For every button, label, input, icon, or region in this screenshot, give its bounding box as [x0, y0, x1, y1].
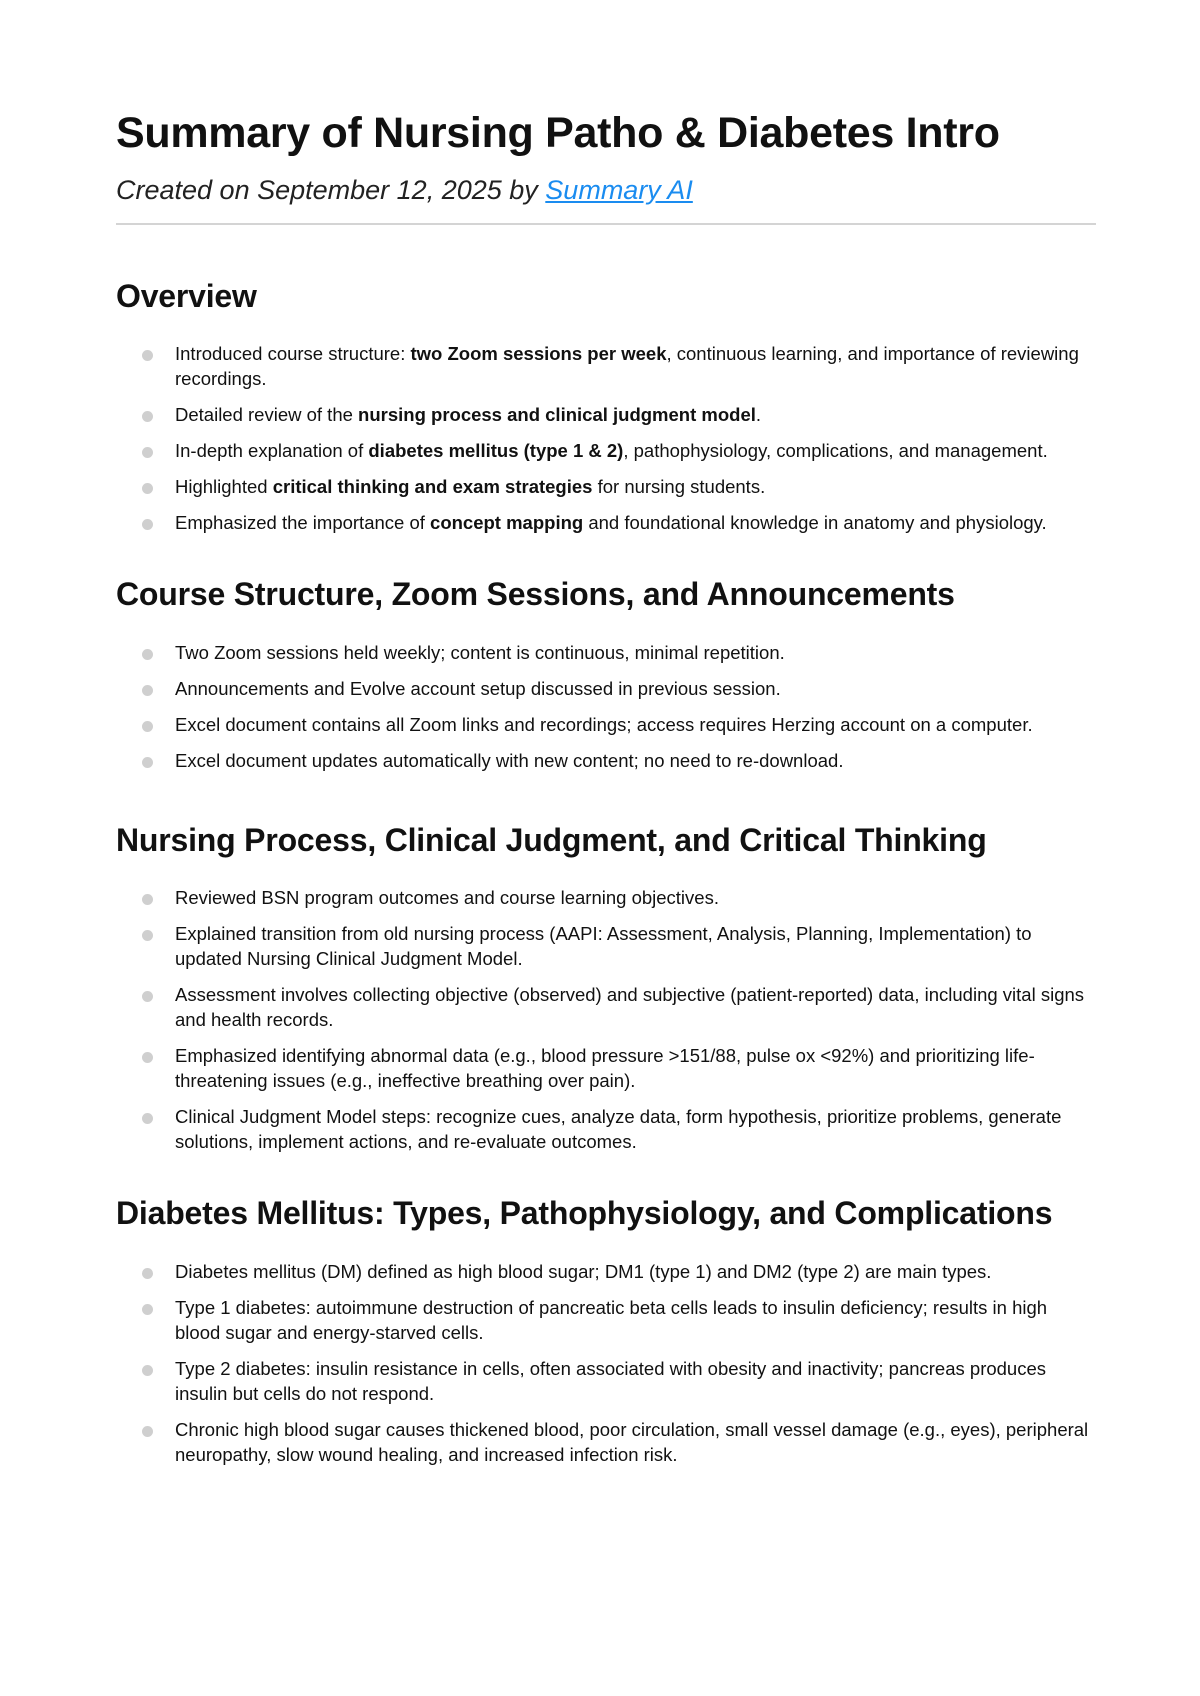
list-item: Assessment involves collecting objective (observed) and subjective (patient-reported) data, including vital signs and health records.: [116, 982, 1096, 1032]
section-diabetes-mellitus: [116, 1194, 1096, 1466]
section-heading: Course Structure, Zoom Sessions, and Announcements: [116, 576, 955, 613]
list-item: Introduced course structure: two Zoom sessions per week, continuous learning, and importance of reviewing recordings.: [116, 341, 1096, 391]
title-divider: [116, 223, 1096, 225]
document-page: [116, 108, 1096, 1467]
section-overview: [116, 277, 1096, 535]
list-item: Emphasized the importance of concept mapping and foundational knowledge in anatomy and physiology.: [116, 510, 1096, 535]
summary-ai-link[interactable]: Summary AI: [545, 174, 693, 205]
list-item: Clinical Judgment Model steps: recognize cues, analyze data, form hypothesis, prioritize problems, generate solutions, implement actions, and re-evaluate outcomes.: [116, 1104, 1096, 1154]
list-item: Diabetes mellitus (DM) defined as high blood sugar; DM1 (type 1) and DM2 (type 2) are main types.: [116, 1259, 1096, 1284]
byline: [116, 174, 1096, 206]
list-item: Excel document contains all Zoom links and recordings; access requires Herzing account on a computer.: [116, 712, 1096, 737]
list-item: Chronic high blood sugar causes thickened blood, poor circulation, small vessel damage (e.g., eyes), peripheral neuropathy, slow wound healing, and increased infection risk.: [116, 1417, 1096, 1467]
byline-text: Created on September 12, 2025 by: [116, 174, 546, 205]
list-item: In-depth explanation of diabetes mellitus (type 1 & 2), pathophysiology, complications, and management.: [116, 438, 1096, 463]
section-heading: Nursing Process, Clinical Judgment, and Critical Thinking: [116, 821, 987, 858]
list-item: Explained transition from old nursing process (AAPI: Assessment, Analysis, Planning, Implementation) to updated Nursing Clinical Judgment Model.: [116, 921, 1096, 971]
list-item: Excel document updates automatically with new content; no need to re-download.: [116, 748, 1096, 773]
list-item: Highlighted critical thinking and exam strategies for nursing students.: [116, 474, 1096, 499]
list-item: Reviewed BSN program outcomes and course learning objectives.: [116, 885, 1096, 910]
section-nursing-process: [116, 821, 1096, 1154]
page-title: Summary of Nursing Patho & Diabetes Intro: [116, 109, 1000, 157]
bullet-list: [116, 341, 1096, 535]
list-item: Type 1 diabetes: autoimmune destruction of pancreatic beta cells leads to insulin deficiency; results in high blood sugar and energy-starved cells.: [116, 1295, 1096, 1345]
list-item: Detailed review of the nursing process and clinical judgment model.: [116, 402, 1096, 427]
bullet-list: [116, 640, 1096, 773]
section-course-structure: [116, 575, 1096, 772]
bullet-list: [116, 885, 1096, 1154]
section-heading: Diabetes Mellitus: Types, Pathophysiology, and Complications: [116, 1195, 1053, 1232]
list-item: Type 2 diabetes: insulin resistance in cells, often associated with obesity and inactivity; pancreas produces insulin but cells do not respond.: [116, 1356, 1096, 1406]
list-item: Emphasized identifying abnormal data (e.g., blood pressure >151/88, pulse ox <92%) and prioritizing life-threatening issues (e.g., ineffective breathing over pain).: [116, 1043, 1096, 1093]
bullet-list: [116, 1259, 1096, 1467]
list-item: Announcements and Evolve account setup discussed in previous session.: [116, 676, 1096, 701]
list-item: Two Zoom sessions held weekly; content is continuous, minimal repetition.: [116, 640, 1096, 665]
section-heading: Overview: [116, 277, 257, 314]
